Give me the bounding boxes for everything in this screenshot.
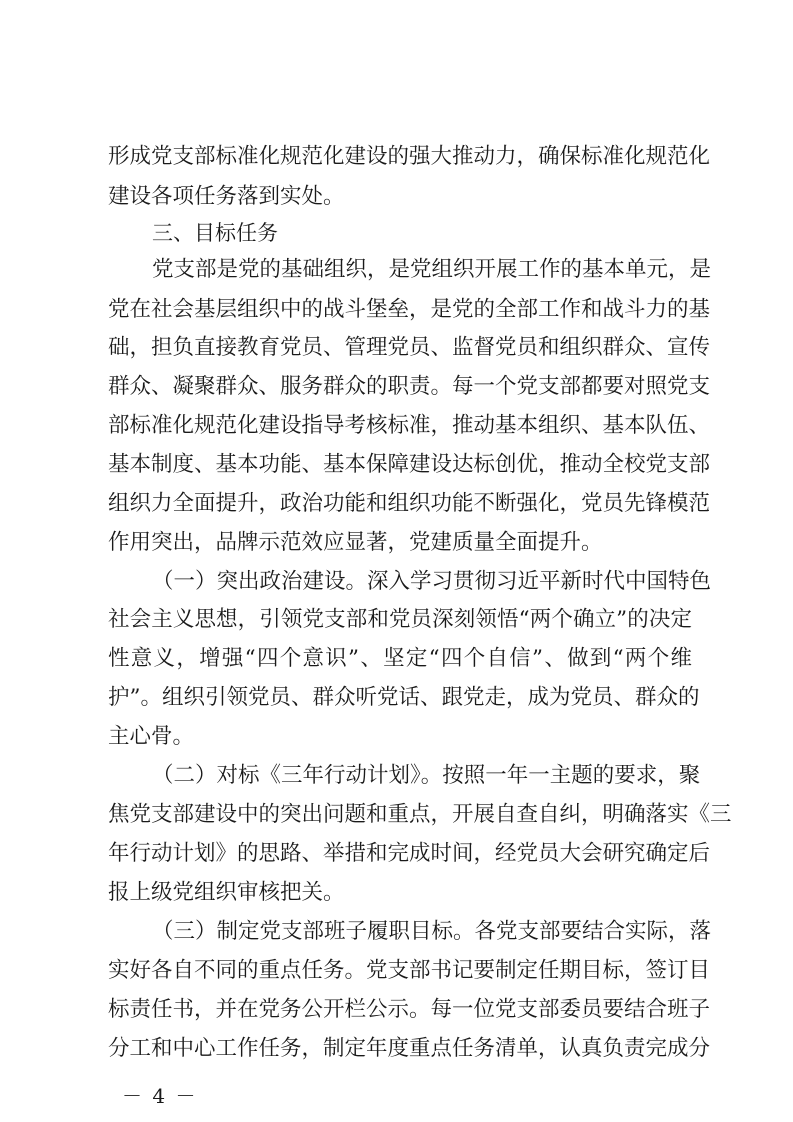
body-text-line: 年行动计划》的思路、举措和完成时间，经党员大会研究确定后 <box>108 841 711 866</box>
section-heading: 三、目标任务 <box>152 221 278 245</box>
page-number: － 4 － <box>122 1084 198 1108</box>
body-text-line: 形成党支部标准化规范化建设的强大推动力，确保标准化规范化 <box>108 144 711 169</box>
body-text-line: 党在社会基层组织中的战斗堡垒，是党的全部工作和战斗力的基 <box>108 297 711 322</box>
body-text-line: 群众、凝聚群众、服务群众的职责。每一个党支部都要对照党支 <box>108 374 711 399</box>
paragraph-first-line: 党支部是党的基础组织，是党组织开展工作的基本单元，是 <box>152 257 712 282</box>
body-text-line: 部标准化规范化建设指导考核标准，推动基本组织、基本队伍、 <box>108 413 711 438</box>
body-text-line: 报上级党组织审核把关。 <box>108 880 345 905</box>
body-text-line: 焦党支部建设中的突出问题和重点，开展自查自纠，明确落实《三 <box>108 802 732 827</box>
body-text-line: 社会主义思想，引领党支部和党员深刻领悟“两个确立”的决定 <box>108 607 692 632</box>
body-text-line: 分工和中心工作任务，制定年度重点任务清单，认真负责完成分 <box>108 1036 711 1061</box>
paragraph-first-line: （三）制定党支部班子履职目标。各党支部要结合实际，落 <box>152 919 712 944</box>
paragraph-first-line: （一）突出政治建设。深入学习贯彻习近平新时代中国特色 <box>152 569 712 594</box>
body-text-line: 作用突出，品牌示范效应显著，党建质量全面提升。 <box>108 530 603 555</box>
body-text-line: 础，担负直接教育党员、管理党员、监督党员和组织群众、宣传 <box>108 335 711 360</box>
body-text-line: 建设各项任务落到实处。 <box>108 184 345 209</box>
body-text-line: 组织力全面提升，政治功能和组织功能不断强化，党员先锋模范 <box>108 491 711 516</box>
body-text-line: 主心骨。 <box>108 724 195 749</box>
paragraph-first-line: （二）对标《三年行动计划》。按照一年一主题的要求，聚 <box>152 763 701 788</box>
body-text-line: 标责任书，并在党务公开栏公示。每一位党支部委员要结合班子 <box>108 997 711 1022</box>
body-text-line: 实好各自不同的重点任务。党支部书记要制定任期目标，签订目 <box>108 958 711 983</box>
body-text-line: 基本制度、基本功能、基本保障建设达标创优，推动全校党支部 <box>108 452 711 477</box>
body-text-line: 护”。组织引领党员、群众听党话、跟党走，成为党员、群众的 <box>108 685 700 710</box>
body-text-line: 性意义，增强“四个意识”、坚定“四个自信”、做到“两个维 <box>108 646 692 671</box>
